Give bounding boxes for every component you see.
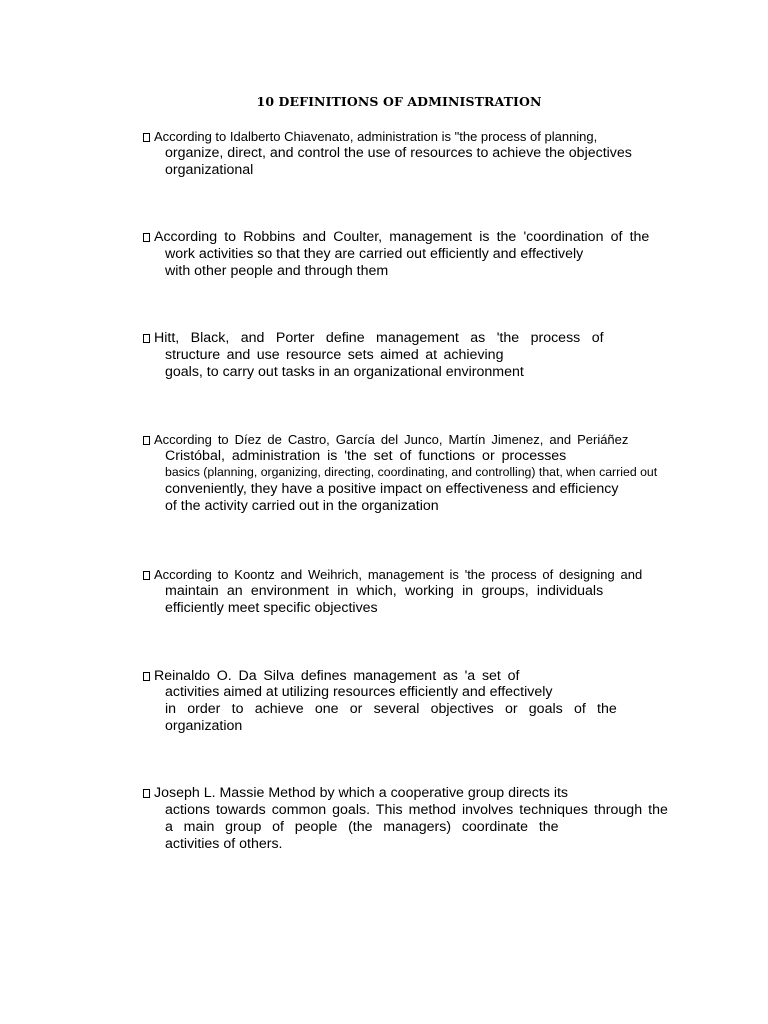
missing-glyph-icon xyxy=(143,672,150,681)
definition-line: work activities so that they are carried out efficiently and effectively xyxy=(165,246,584,262)
definition-line: Cristóbal, administration is 'the set of functions or processes xyxy=(165,448,567,464)
line-text: According to Idalberto Chiavenato, administration is "the process of planning, xyxy=(154,129,598,144)
definition-line xyxy=(143,229,649,246)
line-text: Reinaldo O. Da Silva defines management as 'a set of xyxy=(154,668,520,684)
definition-line: activities aimed at utilizing resources efficiently and effectively xyxy=(165,684,553,700)
definition-line: activities of others. xyxy=(165,836,283,852)
definition-line: organization xyxy=(165,718,243,734)
line-text: Joseph L. Massie Method by which a cooperative group directs its xyxy=(154,785,569,801)
missing-glyph-icon xyxy=(143,789,150,798)
line-text: Hitt, Black, and Porter define management as 'the process of xyxy=(154,330,604,346)
definition-line xyxy=(143,431,628,448)
missing-glyph-icon xyxy=(143,233,150,242)
document-title: 10 DEFINITIONS OF ADMINISTRATION xyxy=(256,94,542,109)
definition-line: maintain an environment in which, working in groups, individuals xyxy=(165,583,604,599)
definition-line: structure and use resource sets aimed at achieving xyxy=(165,347,504,363)
definition-line xyxy=(143,785,568,802)
definition-line: conveniently, they have a positive impact on effectiveness and efficiency xyxy=(165,481,619,497)
definition-line: with other people and through them xyxy=(165,263,389,279)
line-text: According to Koontz and Weihrich, management is 'the process of designing and xyxy=(154,567,643,582)
missing-glyph-icon xyxy=(143,436,150,445)
definition-line: a main group of people (the managers) coordinate the xyxy=(165,819,559,835)
definition-line: efficiently meet specific objectives xyxy=(165,600,378,616)
missing-glyph-icon xyxy=(143,334,150,343)
definition-line xyxy=(143,128,678,145)
definition-line: in order to achieve one or several objectives or goals of the xyxy=(165,701,617,717)
definition-line: organize, direct, and control the use of resources to achieve the objectives xyxy=(165,145,632,161)
definition-line xyxy=(143,668,519,685)
definition-line: basics (planning, organizing, directing, coordinating, and controlling) that, when carried out xyxy=(165,465,658,479)
definition-line xyxy=(143,330,604,347)
definition-line: goals, to carry out tasks in an organizational environment xyxy=(165,364,524,380)
missing-glyph-icon xyxy=(143,571,150,580)
definition-line: organizational xyxy=(165,162,254,178)
missing-glyph-icon xyxy=(143,133,150,142)
definition-line: actions towards common goals. This method involves techniques through the xyxy=(165,802,668,818)
line-text: According to Robbins and Coulter, management is the 'coordination of the xyxy=(154,229,650,245)
definition-line xyxy=(143,566,642,583)
definition-line: of the activity carried out in the organization xyxy=(165,498,439,514)
line-text: According to Díez de Castro, García del Junco, Martín Jimenez, and Periáñez xyxy=(154,432,629,447)
